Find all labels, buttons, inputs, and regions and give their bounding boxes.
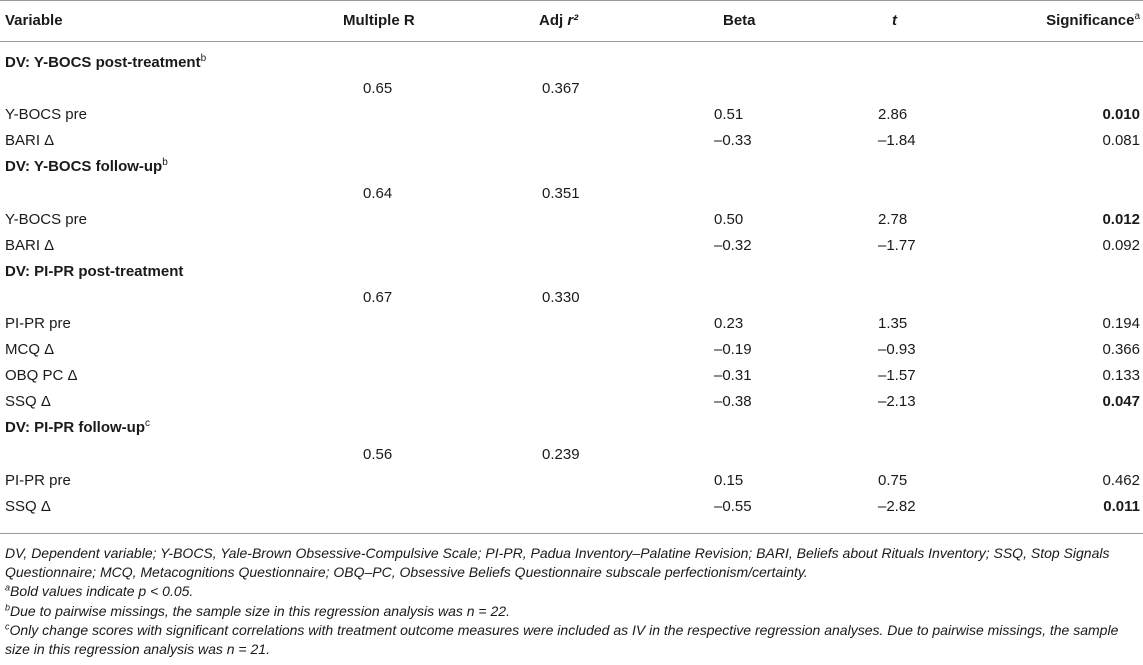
significance-value: 0.011 bbox=[1103, 497, 1140, 515]
group-title-row bbox=[0, 50, 1143, 76]
significance-value: 0.133 bbox=[1102, 367, 1140, 385]
significance-value: 0.081 bbox=[1102, 132, 1140, 150]
header-variable: Variable bbox=[5, 12, 63, 29]
beta-value: 0.50 bbox=[714, 210, 744, 228]
adj-r2-value: 0.239 bbox=[542, 445, 580, 463]
t-value: 0.75 bbox=[878, 471, 908, 489]
t-value: –1.77 bbox=[878, 236, 916, 254]
table-row bbox=[0, 363, 1143, 389]
footnote-a: $^a$Bold values indicate p < 0.05. bbox=[5, 582, 194, 600]
predictor-label: Y-BOCS pre bbox=[5, 210, 87, 228]
adj-r2-value: 0.367 bbox=[542, 80, 580, 98]
beta-value: –0.32 bbox=[714, 236, 752, 254]
group-title-row bbox=[0, 415, 1143, 441]
model-fit-row bbox=[0, 442, 1143, 468]
t-value: –2.13 bbox=[878, 393, 916, 411]
header-rule bbox=[0, 41, 1143, 42]
table-row bbox=[0, 233, 1143, 259]
t-value: 1.35 bbox=[878, 315, 908, 332]
significance-value: 0.092 bbox=[1102, 236, 1140, 254]
predictor-label: SSQ Δ bbox=[5, 393, 51, 411]
header-adj-r2: Adj r² bbox=[539, 12, 579, 29]
significance-value: 0.366 bbox=[1102, 341, 1140, 359]
table-row bbox=[0, 494, 1143, 520]
t-value: 2.86 bbox=[878, 106, 908, 124]
multiple-r-value: 0.67 bbox=[363, 288, 393, 306]
model-fit-row bbox=[0, 181, 1143, 207]
header-beta: Beta bbox=[723, 12, 756, 29]
table-row bbox=[0, 337, 1143, 363]
footnote-b: $^b$Due to pairwise missings, the sample size in this regression analysis was n = 22. bbox=[5, 601, 510, 619]
table-row bbox=[0, 128, 1143, 154]
predictor-label: MCQ Δ bbox=[5, 341, 55, 359]
table-top-rule bbox=[0, 0, 1143, 1]
header-significance: Significance$^a$ bbox=[1046, 11, 1140, 29]
model-fit-row bbox=[0, 76, 1143, 102]
predictor-label: BARI Δ bbox=[5, 236, 55, 254]
significance-value: 0.462 bbox=[1102, 471, 1140, 489]
beta-value: –0.31 bbox=[714, 367, 752, 385]
t-value: –1.57 bbox=[878, 367, 916, 385]
significance-value: 0.010 bbox=[1102, 106, 1140, 124]
beta-value: –0.19 bbox=[714, 341, 752, 359]
t-value: –0.93 bbox=[878, 341, 916, 359]
model-fit-row bbox=[0, 285, 1143, 311]
group-title-row bbox=[0, 154, 1143, 180]
multiple-r-value: 0.65 bbox=[363, 80, 393, 98]
header-t: t bbox=[892, 12, 897, 29]
beta-value: 0.51 bbox=[714, 106, 744, 124]
multiple-r-value: 0.56 bbox=[363, 445, 393, 463]
beta-value: 0.15 bbox=[714, 471, 744, 489]
table-bottom-rule bbox=[0, 533, 1143, 534]
table-footnotes bbox=[5, 544, 1139, 659]
group-title: DV: PI-PR follow-$up^c$ bbox=[5, 418, 150, 437]
beta-value: –0.55 bbox=[714, 497, 752, 515]
predictor-label: BARI Δ bbox=[5, 132, 55, 150]
group-title: DV: PI-PR post-treatment bbox=[5, 262, 184, 280]
footnote-c: $^c$Only change scores with significant correlations with treatment outcome measures were included as IV in the respective regression analyses. Due to pairwise missings, the sample size in this regression analysis was n = 21. bbox=[5, 621, 1119, 658]
t-value: 2.78 bbox=[878, 210, 908, 228]
table-row bbox=[0, 102, 1143, 128]
table-row bbox=[0, 311, 1143, 337]
adj-r2-value: 0.351 bbox=[542, 184, 580, 202]
group-title: DV: Y-BOCS follow-$up^b$ bbox=[5, 157, 168, 176]
adj-r2-value: 0.330 bbox=[542, 288, 580, 306]
significance-value: 0.012 bbox=[1102, 210, 1140, 228]
table-row bbox=[0, 207, 1143, 233]
t-value: –1.84 bbox=[878, 132, 916, 150]
significance-value: 0.047 bbox=[1102, 393, 1140, 411]
predictor-label: PI-PR pre bbox=[5, 471, 71, 489]
t-value: –2.82 bbox=[878, 497, 916, 515]
header-multiple-r: Multiple R bbox=[343, 12, 415, 29]
significance-value: 0.194 bbox=[1102, 315, 1140, 332]
group-title: DV: Y-BOCS post-treatment$^b$ bbox=[5, 53, 207, 71]
predictor-label: Y-BOCS pre bbox=[5, 106, 87, 124]
beta-value: –0.38 bbox=[714, 393, 752, 411]
beta-value: –0.33 bbox=[714, 132, 752, 150]
header-row bbox=[0, 8, 1143, 34]
beta-value: 0.23 bbox=[714, 315, 744, 332]
multiple-r-value: 0.64 bbox=[363, 184, 393, 202]
footnote-abbreviations: DV, Dependent variable; Y-BOCS, Yale-Brown Obsessive-Compulsive Scale; PI-PR, Padua Inventory–Palatine Revision; BARI, Beliefs about Rituals Inventory; SSQ, Stop Signals Questionnaire; MCQ, Metacognitions Questionnaire; OBQ–PC, Obsessive Beliefs Questionnaire subscale perfectionism/certainty. bbox=[5, 545, 1110, 581]
predictor-label: OBQ PC Δ bbox=[5, 367, 78, 385]
predictor-label: PI-PR pre bbox=[5, 315, 71, 332]
predictor-label: SSQ Δ bbox=[5, 497, 51, 515]
table-row bbox=[0, 468, 1143, 494]
table-row bbox=[0, 389, 1143, 415]
group-title-row bbox=[0, 259, 1143, 285]
